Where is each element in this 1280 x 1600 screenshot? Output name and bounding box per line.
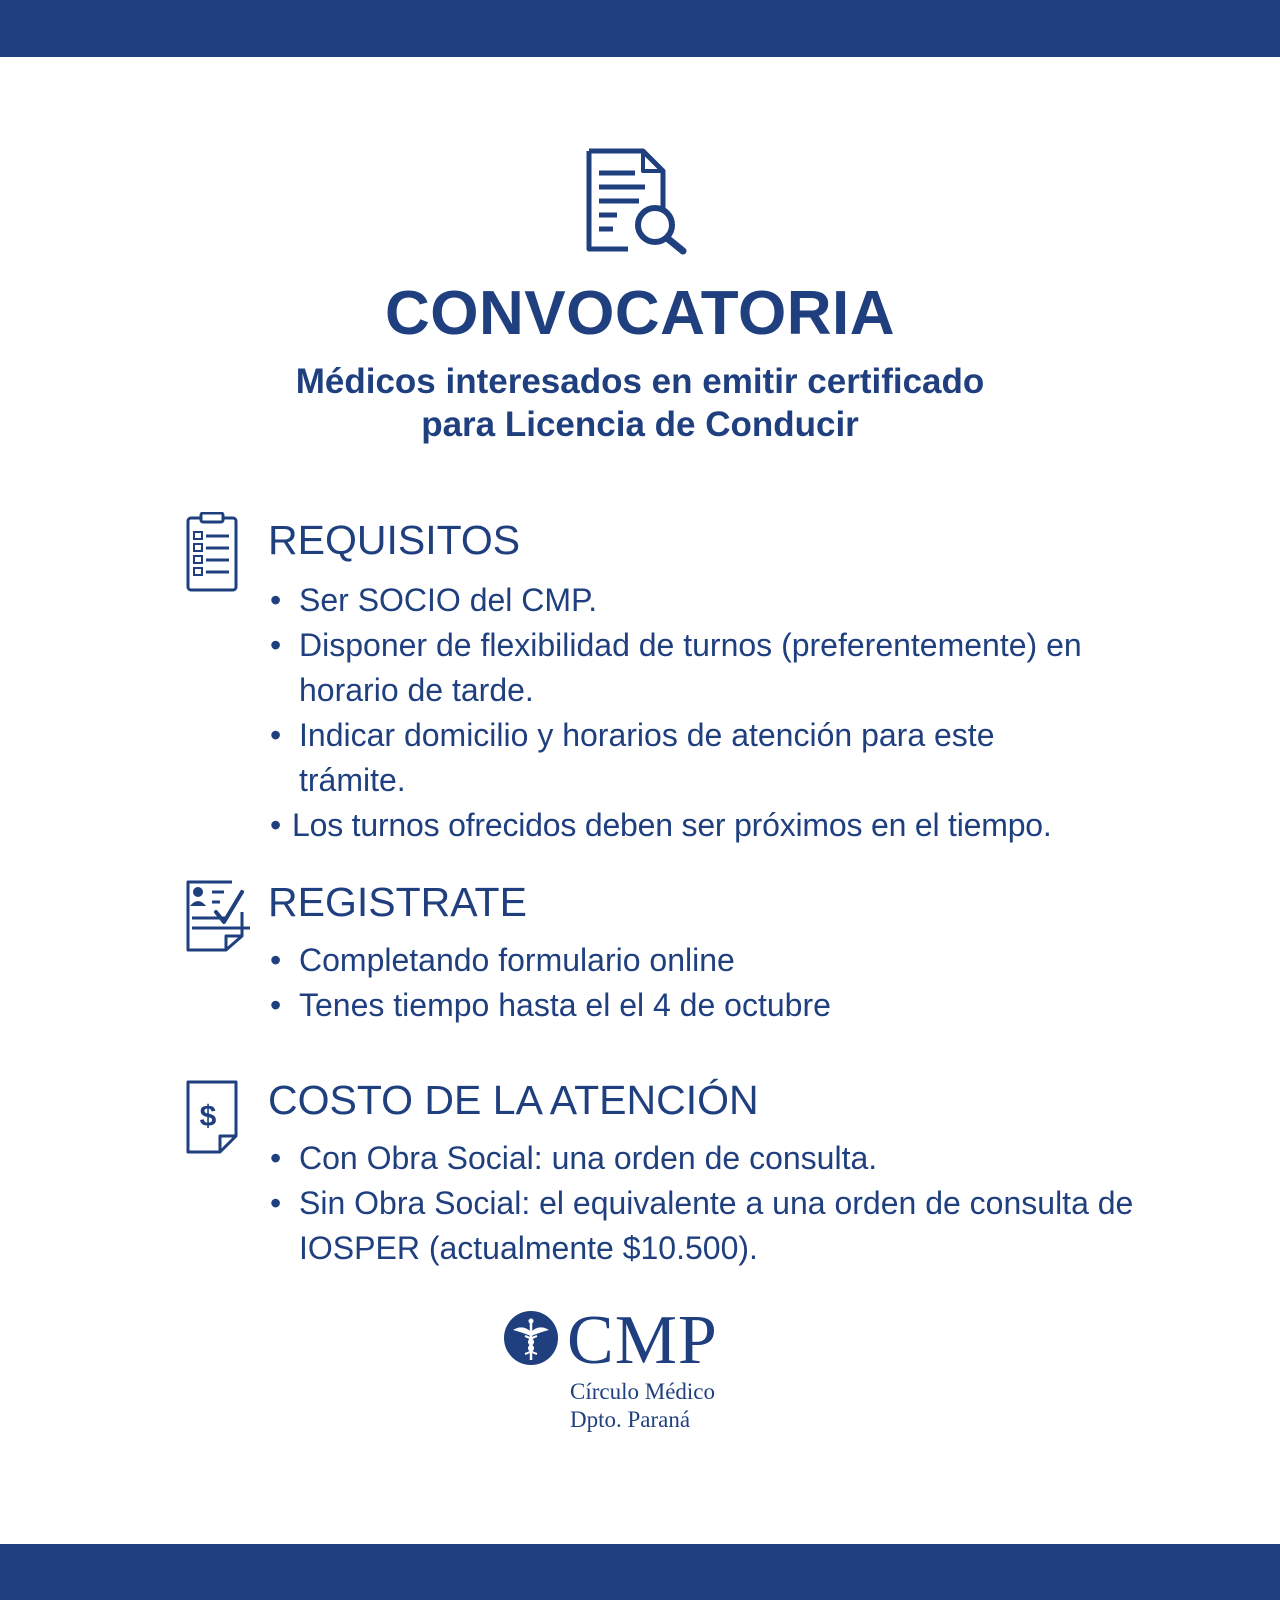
subtitle-line-2: para Licencia de Conducir [421,405,859,444]
costo-list [270,1136,1170,1271]
section-title-requisitos: REQUISITOS [268,517,521,563]
page-title: CONVOCATORIA [384,279,896,348]
section-title-costo: COSTO DE LA ATENCIÓN [268,1077,759,1123]
top-band [0,0,1280,57]
clipboard-checklist-icon [186,512,238,592]
document-search-icon [583,147,695,255]
caduceus-icon [503,1310,559,1366]
list-item: • Los turnos ofrecidos deben ser próximos en el tiempo. [270,803,1150,848]
list-item: • Tenes tiempo hasta el el 4 de octubre [270,983,1130,1028]
registrate-list [270,938,1130,1028]
list-item: • Disponer de flexibilidad de turnos (preferentemente) en horario de tarde. [270,623,1150,713]
logo-name: CMP [567,1302,718,1379]
cmp-logo [503,1302,743,1436]
registration-form-icon [186,878,252,956]
section-title-registrate: REGISTRATE [268,879,527,925]
list-item: • Indicar domicilio y horarios de atención para este trámite. [270,713,1094,803]
page-subtitle [0,360,1280,446]
logo-line-1: Círculo Médico [570,1379,715,1404]
bottom-band [0,1544,1280,1600]
svg-text:$: $ [199,1100,217,1133]
list-item: • Ser SOCIO del CMP. [270,578,1150,623]
logo-line-2: Dpto. Paraná [570,1407,691,1432]
requisitos-list [270,578,1150,848]
list-item: • Completando formulario online [270,938,1130,983]
list-item: • Sin Obra Social: el equivalente a una orden de consulta de IOSPER (actualmente $10.500). [270,1181,1170,1271]
dollar-document-icon [186,1080,240,1154]
subtitle-line-1: Médicos interesados en emitir certificado [295,362,985,401]
list-item: • Con Obra Social: una orden de consulta. [270,1136,1170,1181]
